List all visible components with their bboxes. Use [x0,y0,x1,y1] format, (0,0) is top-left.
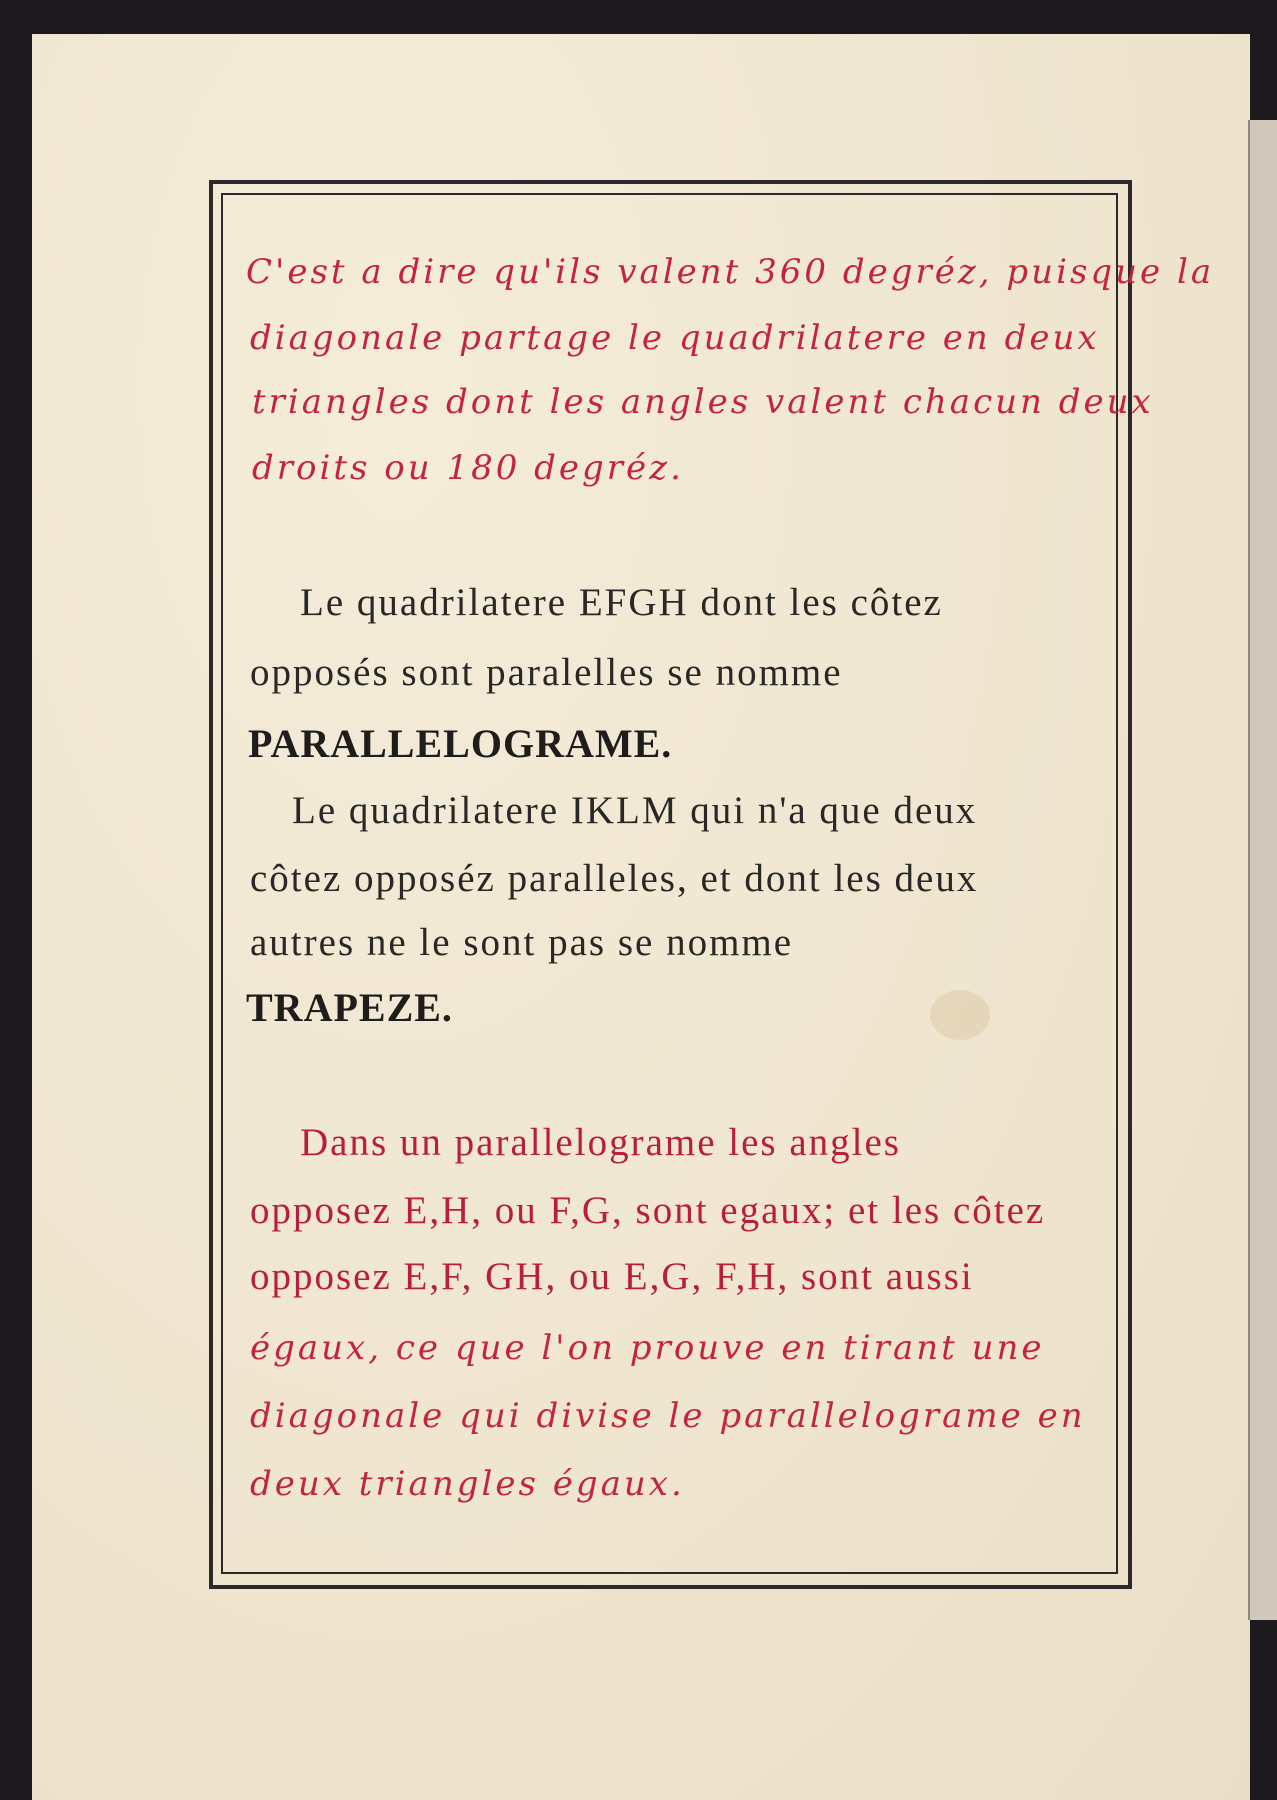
red-cursive-line: diagonale qui divise le parallelograme en [250,1396,1086,1436]
background [1250,1620,1277,1800]
red-cursive-line: droits ou 180 degréz. [252,448,684,488]
adjacent-page-edge [1248,120,1277,1620]
text-line: Le quadrilatere EFGH dont les côtez [300,581,943,624]
red-text-line: opposez E,H, ou F,G, sont egaux; et les côtez [250,1189,1046,1232]
red-cursive-line: diagonale partage le quadrilatere en deux [250,318,1100,358]
red-cursive-line: C'est a dire qu'ils valent 360 degréz, puisque la [246,252,1215,292]
text-line: côtez opposéz paralleles, et dont les deux [250,857,979,900]
red-text-line: Dans un parallelograme les angles [300,1121,901,1164]
term-heading: TRAPEZE. [246,985,453,1030]
red-cursive-line: égaux, ce que l'on prouve en tirant une [250,1328,1045,1368]
background [1250,0,1277,120]
text-line: opposés sont paralelles se nomme [250,651,843,694]
text-line: Le quadrilatere IKLM qui n'a que deux [292,789,978,832]
red-text-line: opposez E,F, GH, ou E,G, F,H, sont aussi [250,1255,974,1298]
red-cursive-line: deux triangles égaux. [250,1464,685,1504]
text-line: autres ne le sont pas se nomme [250,921,794,964]
term-heading: PARALLELOGRAME. [248,721,673,766]
red-cursive-line: triangles dont les angles valent chacun deux [252,382,1154,422]
